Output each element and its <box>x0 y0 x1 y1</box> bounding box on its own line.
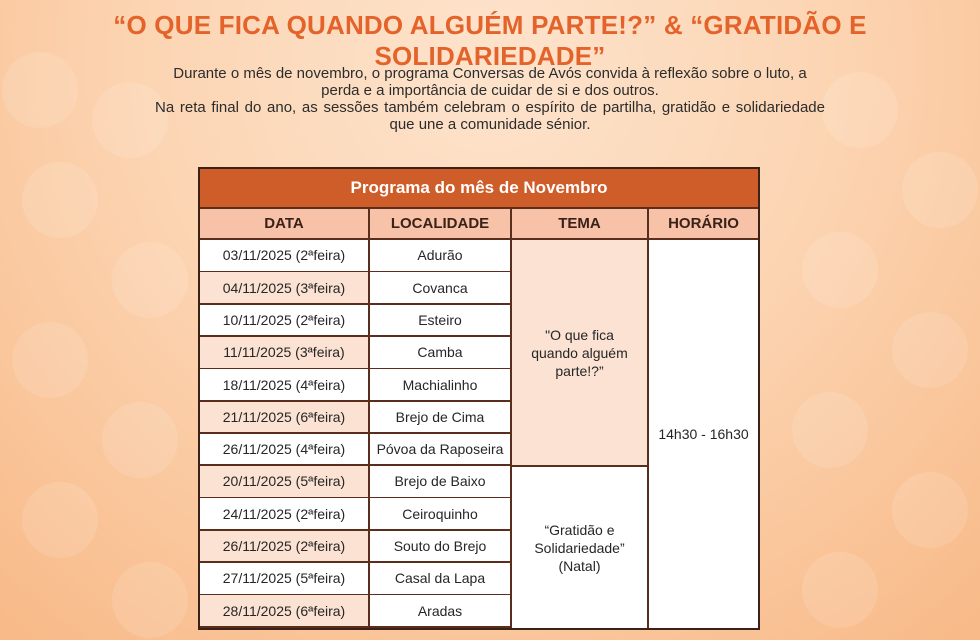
row-localidade: Adurão <box>370 240 510 271</box>
intro-paragraph-1: Durante o mês de novembro, o programa Conversas de Avós convida à reflexão sobre o luto, a perda e a importância de cuidar de si e dos outros. <box>173 65 807 99</box>
horario-cell: 14h30 - 16h30 <box>649 240 758 628</box>
row-date: 28/11/2025 (6ªfeira) <box>200 595 368 626</box>
header-tema: TEMA <box>512 209 647 238</box>
row-date: 20/11/2025 (5ªfeira) <box>200 466 368 497</box>
row-date: 10/11/2025 (2ªfeira) <box>200 305 368 336</box>
row-date: 11/11/2025 (3ªfeira) <box>200 337 368 368</box>
tema-cell-1: "O que fica quando alguém parte!?” <box>512 240 647 465</box>
row-localidade: Póvoa da Raposeira <box>370 434 510 465</box>
intro-paragraph-2: Na reta final do ano, as sessões também celebram o espírito de partilha, gratidão e solidariedade que une a comunidade sénior. <box>155 99 825 133</box>
row-date: 27/11/2025 (5ªfeira) <box>200 563 368 594</box>
row-localidade: Souto do Brejo <box>370 531 510 562</box>
row-localidade: Machialinho <box>370 369 510 400</box>
schedule-table <box>198 167 760 630</box>
row-localidade: Casal da Lapa <box>370 563 510 594</box>
page-title: “O QUE FICA QUANDO ALGUÉM PARTE!?” & “GRATIDÃO E SOLIDARIEDADE” <box>113 10 867 71</box>
row-localidade: Brejo de Cima <box>370 402 510 433</box>
intro-text <box>155 65 825 133</box>
row-localidade: Camba <box>370 337 510 368</box>
header-data: DATA <box>200 209 368 238</box>
header-horario: HORÁRIO <box>649 209 758 238</box>
row-localidade: Aradas <box>370 595 510 626</box>
tema-cell-2: “Gratidão e Solidariedade” (Natal) <box>512 467 647 628</box>
row-date: 21/11/2025 (6ªfeira) <box>200 402 368 433</box>
row-localidade: Esteiro <box>370 305 510 336</box>
row-date: 03/11/2025 (2ªfeira) <box>200 240 368 271</box>
table-title: Programa do mês de Novembro <box>200 169 758 207</box>
row-date: 26/11/2025 (2ªfeira) <box>200 531 368 562</box>
row-date: 18/11/2025 (4ªfeira) <box>200 369 368 400</box>
header-localidade: LOCALIDADE <box>370 209 510 238</box>
row-localidade: Brejo de Baixo <box>370 466 510 497</box>
row-date: 26/11/2025 (4ªfeira) <box>200 434 368 465</box>
row-localidade: Ceiroquinho <box>370 498 510 529</box>
row-date: 04/11/2025 (3ªfeira) <box>200 272 368 303</box>
row-date: 24/11/2025 (2ªfeira) <box>200 498 368 529</box>
row-localidade: Covanca <box>370 272 510 303</box>
